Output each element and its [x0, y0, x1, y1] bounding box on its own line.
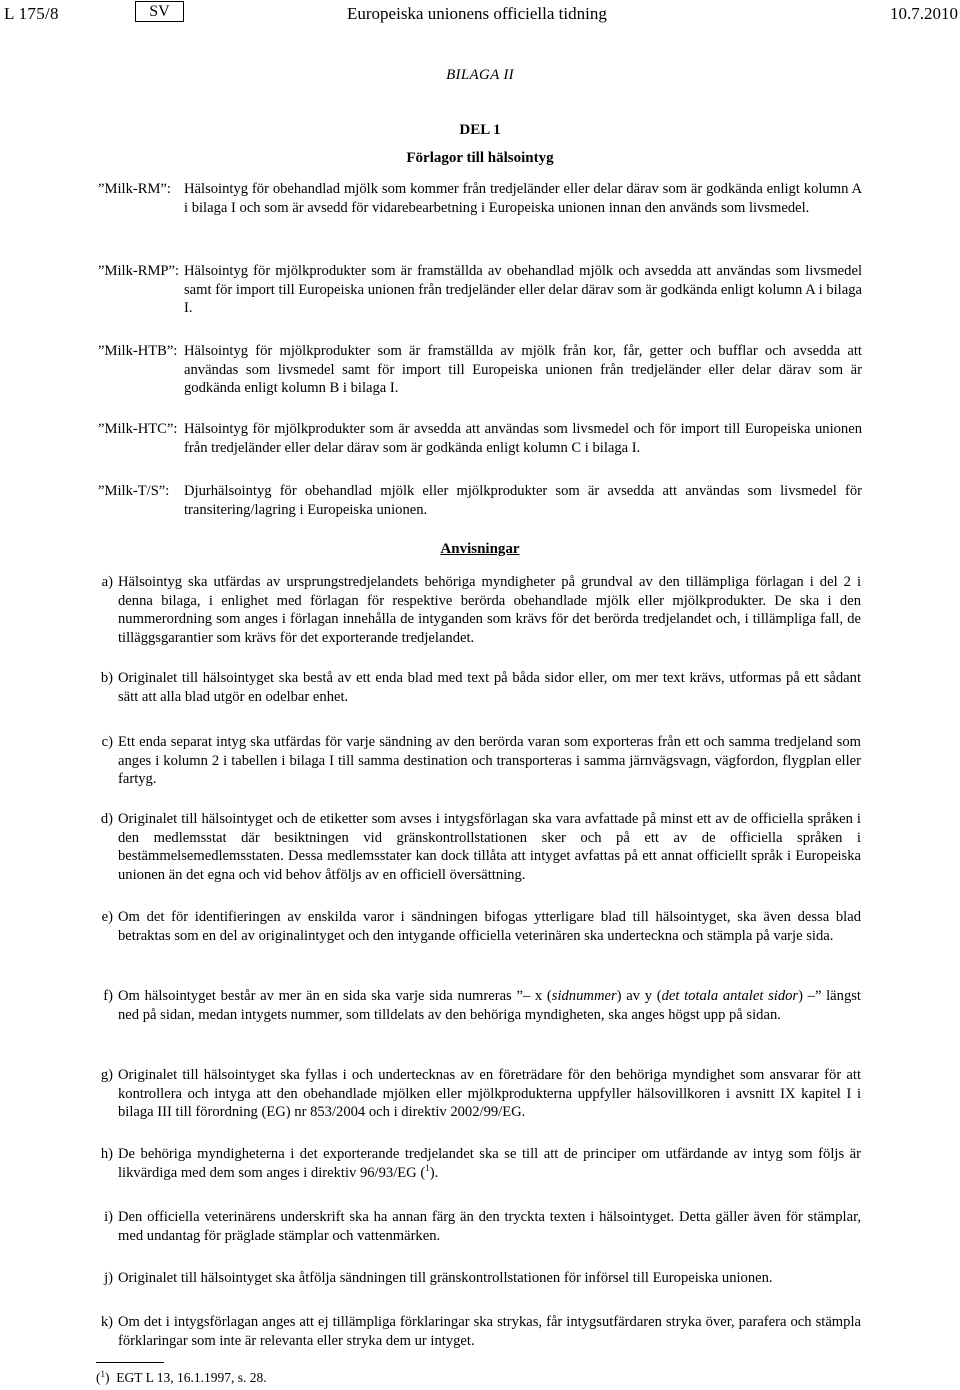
instruction-item-e: [93, 908, 861, 945]
definition-milk-htc: [98, 420, 862, 457]
item-marker: d): [100, 811, 113, 827]
definition-milk-ts: [98, 482, 862, 519]
definition-term: ”Milk-RM”:: [98, 181, 171, 197]
journal-title: Europeiska unionens officiella tidning: [347, 4, 607, 23]
item-text: Om det i intygsförlagan anges att ej tillämpliga förklaringar ska strykas, får intygsutfärdaren stryka över, parafera och stämpla förklaringar som inte är relevanta eller stryka dem ur intyget.: [118, 1314, 861, 1349]
annex-title: BILAGA II: [446, 67, 514, 83]
item-text: Om hälsointyget består av mer än en sida ska varje sida numreras ”– x (sidnummer) av y (det totala antalet sidor) –” längst ned på sidan, medan intygets nummer, som tilldelats av den behöriga myndigheten, ska anges högst upp på sidan.: [118, 988, 861, 1023]
instruction-item-j: [93, 1269, 861, 1288]
item-text: Originalet till hälsointyget ska fyllas i och undertecknas av en företrädare för den behöriga myndighet som ansvarar för att kontrollera och intyga att den obehandlade mjölken eller mjölkprodukterna uppfyller hälsovillkoren i avsnitt IX kapitel I i bilaga III till förordning (EG) nr 853/2004 och i direktiv 2002/99/EG.: [118, 1067, 861, 1120]
instruction-item-f: [93, 987, 861, 1024]
instruction-item-i: [93, 1208, 861, 1245]
instruction-item-a: [93, 573, 861, 647]
definition-milk-rmp: [98, 262, 862, 318]
definition-term: ”Milk-RMP”:: [98, 263, 180, 279]
item-marker: a): [101, 574, 113, 590]
definition-term: ”Milk-HTB”:: [98, 343, 178, 359]
instruction-item-c: [93, 733, 861, 789]
definition-text: Djurhälsointyg för obehandlad mjölk eller mjölkprodukter som är avsedda att användas som livsmedel för transitering/lagring i Europeiska unionen.: [184, 483, 862, 518]
item-text: Ett enda separat intyg ska utfärdas för varje sändning av den berörda varan som exporteras från ett och samma tredjeland som anges i kolumn 2 i tabellen i bilaga I till samma destination och transporteras i samma järnvägsvagn, vägfordon, flygplan eller fartyg.: [118, 734, 861, 787]
item-text: Om det för identifieringen av enskilda varor i sändningen bifogas ytterligare blad till hälsointyget, ska även dessa blad betraktas som en del av originalintyget och den intygande officiella veterinären ska underteckna och stämpla på varje sida.: [118, 909, 861, 944]
definition-text: Hälsointyg för mjölkprodukter som är avsedda att användas som livsmedel och för import till Europeiska unionen från tredjeländer eller delar därav som är godkända enligt kolumn C i bilaga I.: [184, 421, 862, 456]
language-box: SV: [135, 1, 184, 22]
item-text: Hälsointyg ska utfärdas av ursprungstredjelandets behöriga myndigheter på grundval av den tillämpliga förlagan i del 2 i denna bilaga, i enlighet med förlagan för respektive berörda obehandlade mjölk eller mjölkprodukter. De ska i den nummerordning som anges i förlagan innehålla de intyganden som krävs för det berörda tredjelandet och, i tillämpliga fall, de tilläggsgarantier som krävs för det exporterande tredjelandet.: [118, 574, 861, 646]
item-marker: k): [100, 1314, 113, 1330]
instruction-item-k: [93, 1313, 861, 1350]
instruction-item-g: [93, 1066, 861, 1122]
definition-term: ”Milk-HTC”:: [98, 421, 178, 437]
definition-milk-htb: [98, 342, 862, 398]
item-marker: b): [100, 670, 113, 686]
footnote: ($^1$) EGT L 13, 16.1.1997, s. 28.: [96, 1369, 267, 1385]
footnote-separator: [96, 1362, 164, 1363]
definition-text: Hälsointyg för mjölkprodukter som är framställda av obehandlad mjölk och avsedda att användas som livsmedel samt för import till Europeiska unionen från tredjeländer eller delar därav som är godkända enligt kolumn A i bilaga I.: [184, 263, 862, 316]
part-title: DEL 1: [459, 122, 501, 138]
footnote-reference: 1: [425, 1162, 430, 1173]
item-marker: e): [101, 909, 113, 925]
instruction-item-d: [93, 810, 861, 884]
instruction-item-b: [93, 669, 861, 706]
journal-reference: L 175/8: [4, 4, 59, 23]
item-marker: j): [104, 1270, 113, 1286]
item-marker: f): [103, 988, 113, 1004]
item-text: De behöriga myndigheterna i det exporterande tredjelandet ska se till att de principer om utfärdande av intyg som följs är likvärdiga med dem som anges i direktiv 96/93/EG ($^1$).: [118, 1146, 861, 1181]
instructions-heading: Anvisningar: [440, 541, 520, 557]
definition-milk-rm: [98, 180, 862, 217]
page-header: [0, 0, 960, 28]
item-text: Originalet till hälsointyget och de etiketter som avses i intygsförlagan ska vara avfattade på minst ett av de officiella språken i den medlemsstat där besiktningen vid gränskontrollstationen sker och på ett av de officiella språken i bestämmelsemedlemsstaten. Dessa medlemsstater kan dock tillåta att intyget avfattas på ett annat officiellt språk i Europeiska unionen än det egna och vid behov åtföljs av en officiell översättning.: [118, 811, 861, 883]
item-text: Originalet till hälsointyget ska bestå av ett enda blad med text på båda sidor eller, om mer text krävs, utformas på ett sådant sätt att alla blad utgör en odelbar enhet.: [118, 670, 861, 705]
item-marker: c): [101, 734, 113, 750]
part-subtitle: Förlagor till hälsointyg: [406, 150, 554, 166]
item-marker: i): [104, 1209, 113, 1225]
item-marker: h): [100, 1146, 113, 1162]
instruction-item-h: [93, 1145, 861, 1182]
item-marker: g): [100, 1067, 113, 1083]
definition-text: Hälsointyg för obehandlad mjölk som kommer från tredjeländer eller delar därav som är godkända enligt kolumn A i bilaga I och som är avsedd för vidarebearbetning i Europeiska unionen innan den används som livsmedel.: [184, 181, 862, 216]
item-text: Den officiella veterinärens underskrift ska ha annan färg än den tryckta texten i hälsointyget. Detta gäller även för stämplar, med undantag för präglade stämplar och vattenmärken.: [118, 1209, 861, 1244]
item-text: Originalet till hälsointyget ska åtfölja sändningen till gränskontrollstationen för införsel till Europeiska unionen.: [118, 1270, 773, 1286]
publication-date: 10.7.2010: [890, 4, 958, 23]
definition-term: ”Milk-T/S”:: [98, 483, 170, 499]
definition-text: Hälsointyg för mjölkprodukter som är framställda av mjölk från kor, får, getter och bufflar och avsedda att användas som livsmedel samt för import till Europeiska unionen från tredjeländer eller delar därav som är godkända enligt kolumn B i bilaga I.: [184, 343, 862, 396]
